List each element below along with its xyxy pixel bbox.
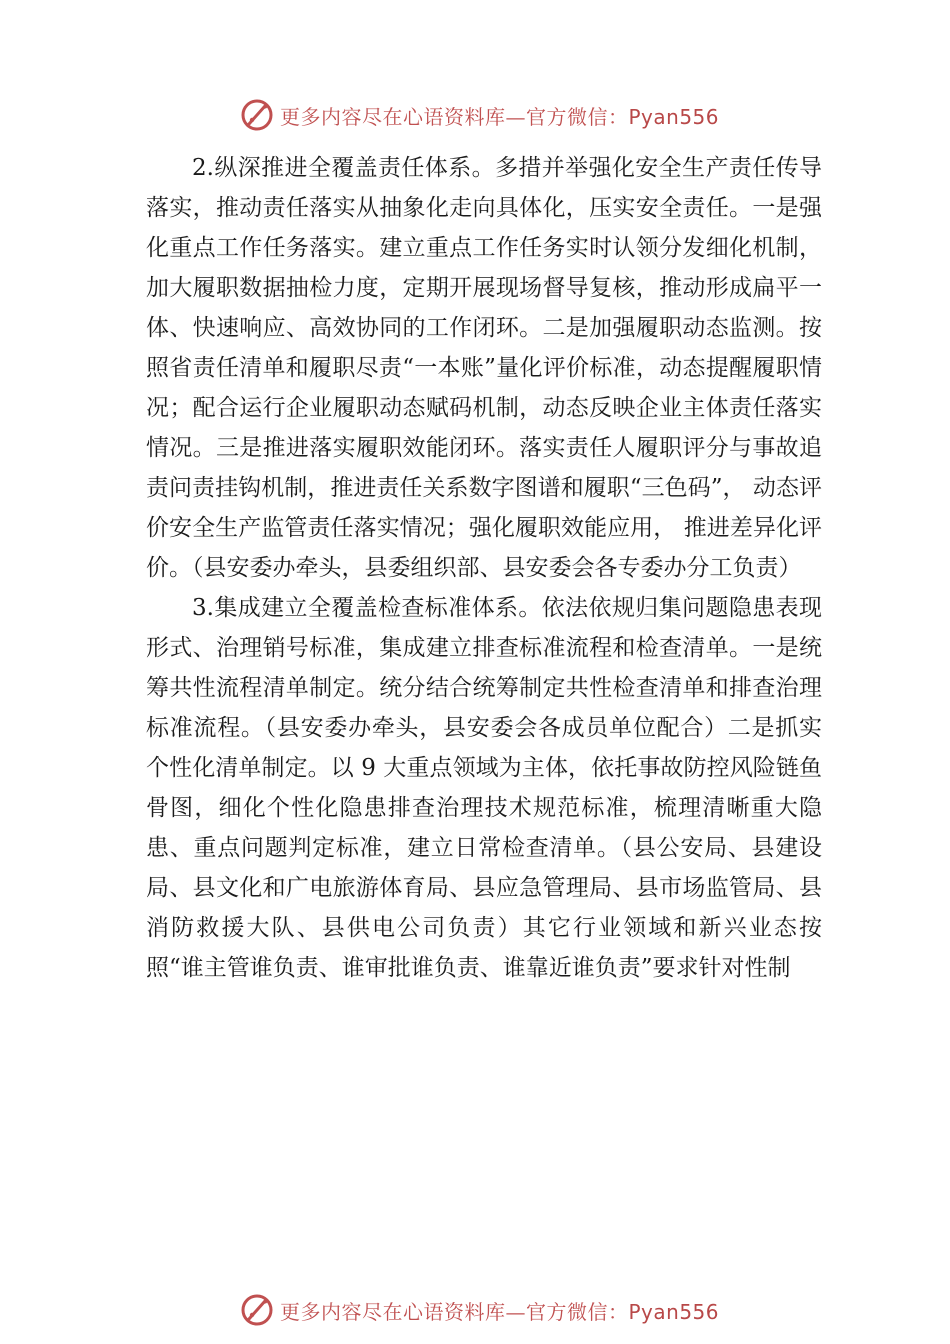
footer-watermark xyxy=(240,1290,719,1330)
paragraph-inspection-standards: 3.集成建立全覆盖检查标准体系。依法依规归集问题隐患表现形式、治理销号标准，集成建立排查标准流程和检查清单。一是统筹共性流程清单制定。统分结合统筹制定共性检查清单和排查治理标准流程。（县安委办牵头，县安委会各成员单位配合）二是抓实个性化清单制定。以 9 大重点领域为主体，依托事故防控风险链鱼骨图，细化个性化隐患排查治理技术规范标准，梳理清晰重大隐患、重点问题判定标准，建立日常检查清单。（县公安局、县建设局、县文化和广电旅游体育局、县应急管理局、县市场监管局、县消防救援大队、县供电公司负责）其它行业领域和新兴业态按照“谁主管谁负责、谁审批谁负责、谁靠近谁负责”要求针对性制 xyxy=(146,595,822,981)
header-watermark xyxy=(240,95,719,135)
body-text xyxy=(146,148,822,988)
quill-seal-icon xyxy=(240,98,274,132)
quill-seal-icon xyxy=(240,1293,274,1327)
paragraph-responsibility-system: 2.纵深推进全覆盖责任体系。多措并举强化安全生产责任传导落实，推动责任落实从抽象化走向具体化，压实安全责任。一是强化重点工作任务落实。建立重点工作任务实时认领分发细化机制，加大履职数据抽检力度，定期开展现场督导复核，推动形成扁平一体、快速响应、高效协同的工作闭环。二是加强履职动态监测。按照省责任清单和履职尽责“一本账”量化评价标准，动态提醒履职情况；配合运行企业履职动态赋码机制，动态反映企业主体责任落实情况。三是推进落实履职效能闭环。落实责任人履职评分与事故追责问责挂钩机制，推进责任关系数字图谱和履职“三色码”， 动态评价安全生产监管责任落实情况；强化履职效能应用， 推进差异化评价。（县安委办牵头，县委组织部、县安委会各专委办分工负责） xyxy=(146,155,822,581)
watermark-account: Pyan556 xyxy=(628,1299,720,1324)
watermark-text: 更多内容尽在心语资料库—官方微信：Pyan556 xyxy=(280,104,720,129)
watermark-account: Pyan556 xyxy=(628,104,720,129)
watermark-text: 更多内容尽在心语资料库—官方微信：Pyan556 xyxy=(280,1299,720,1324)
